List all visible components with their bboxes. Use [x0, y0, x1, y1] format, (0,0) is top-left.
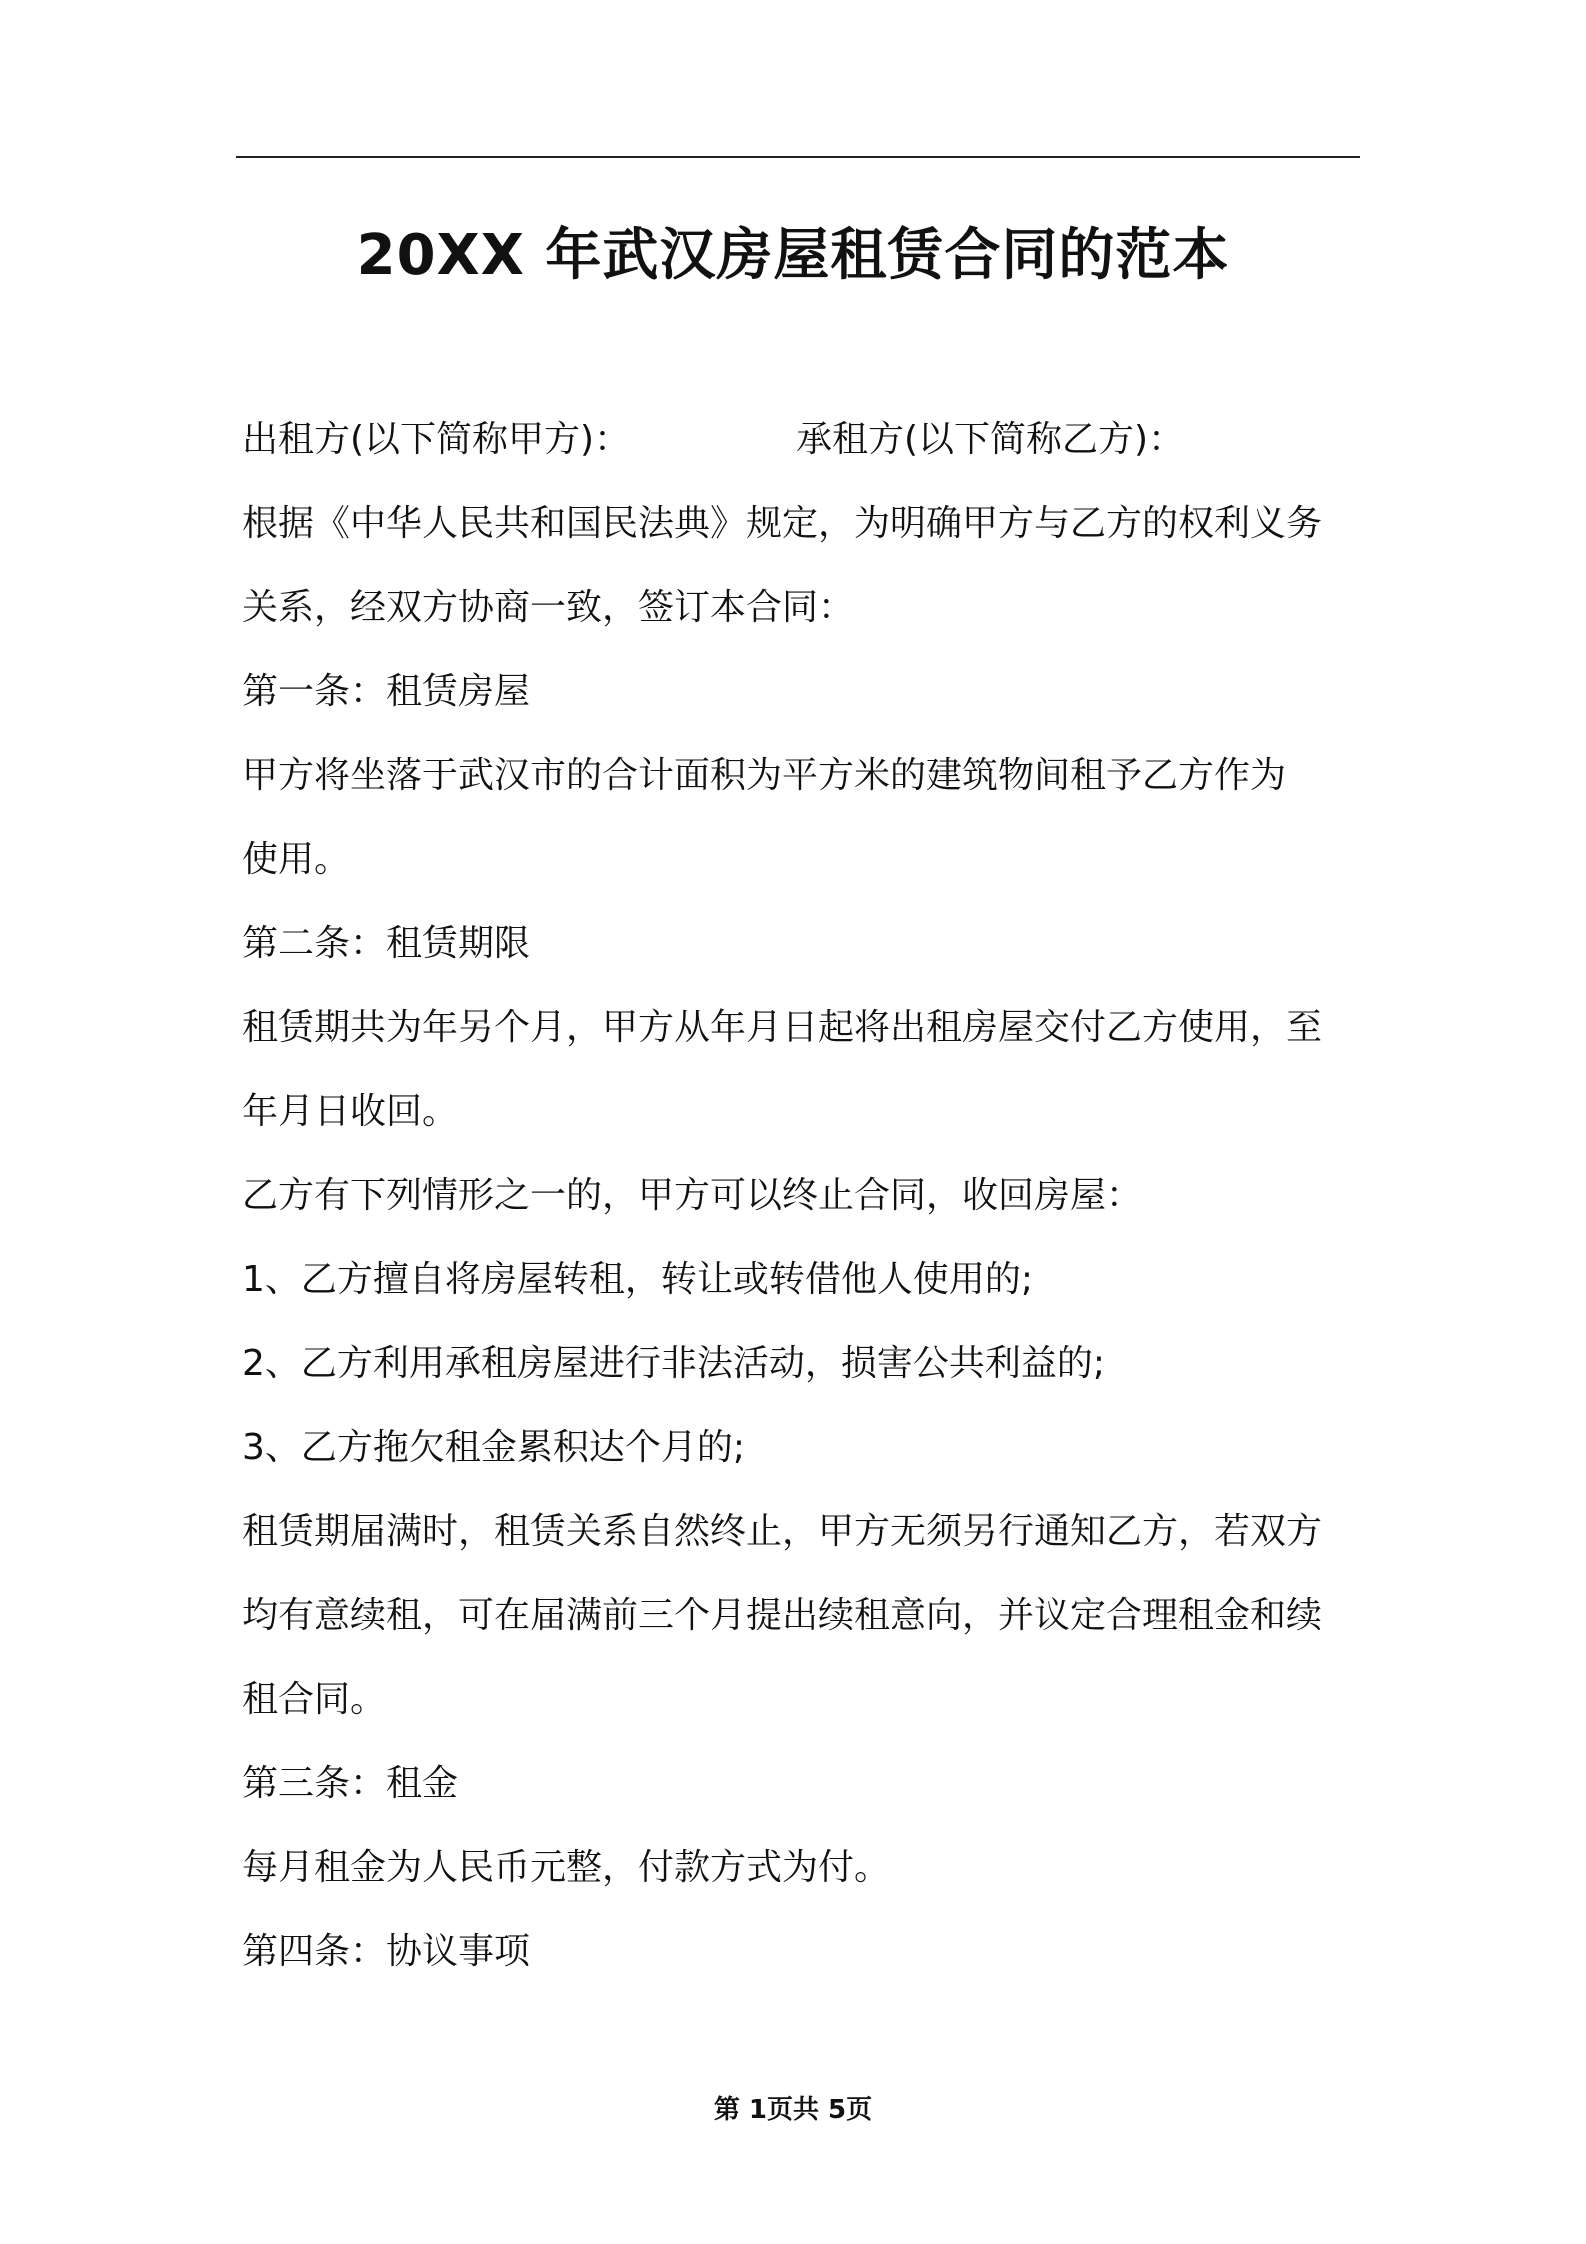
body-line-15: 租合同。: [242, 1679, 387, 1720]
body-line-14: 均有意续租，可在届满前三个月提出续租意向，并议定合理租金和续: [242, 1595, 1323, 1636]
body-line-2: 关系，经双方协商一致，签订本合同：: [242, 587, 855, 628]
parties-line: [242, 398, 1360, 482]
list-item-2: 2、乙方利用承租房屋进行非法活动，损害公共利益的;: [242, 1343, 1106, 1384]
page-footer: 第 1页共 5页: [713, 2095, 873, 2125]
body-line-5: 使用。: [242, 839, 351, 880]
document-body: [242, 398, 1360, 1994]
article-2-heading: 第二条：租赁期限: [242, 923, 531, 964]
header-rule: [236, 156, 1360, 158]
list-item-3: 3、乙方拖欠租金累积达个月的;: [242, 1427, 746, 1468]
article-3-heading: 第三条：租金: [242, 1763, 459, 1804]
body-line-17: 每月租金为人民币元整，付款方式为付。: [242, 1847, 891, 1888]
document-title: 20XX 年武汉房屋租赁合同的范本: [356, 223, 1230, 288]
body-line-1: 根据《中华人民共和国民法典》规定，为明确甲方与乙方的权利义务: [242, 503, 1323, 544]
body-line-13: 租赁期届满时，租赁关系自然终止，甲方无须另行通知乙方，若双方: [242, 1511, 1323, 1552]
article-4-heading: 第四条：协议事项: [242, 1931, 531, 1972]
party-b-label: 承租方(以下简称乙方)：: [796, 419, 1185, 460]
list-item-1: 1、乙方擅自将房屋转租，转让或转借他人使用的;: [242, 1259, 1034, 1300]
body-line-4: 甲方将坐落于武汉市的合计面积为平方米的建筑物间租予乙方作为: [242, 755, 1287, 796]
party-a-label: 出租方(以下简称甲方)：: [242, 419, 631, 460]
article-1-heading: 第一条：租赁房屋: [242, 671, 531, 712]
body-line-7: 租赁期共为年另个月，甲方从年月日起将出租房屋交付乙方使用，至: [242, 1007, 1323, 1048]
body-line-9: 乙方有下列情形之一的，甲方可以终止合同，收回房屋：: [242, 1175, 1143, 1216]
body-line-8: 年月日收回。: [242, 1091, 459, 1132]
